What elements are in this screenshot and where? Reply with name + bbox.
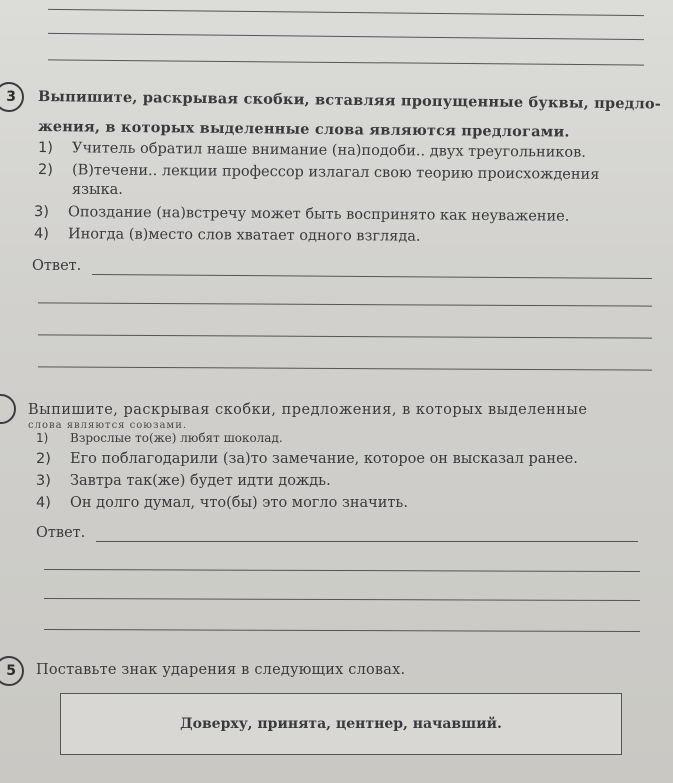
- task-number-badge: [0, 394, 16, 424]
- task13-item-1: 1) Учитель обратил наше внимание (на)подоби.. двух треугольников.: [37, 140, 586, 161]
- task14-item-1: 1) Взрослые то(же) любят шоколад.: [36, 431, 283, 445]
- task15-word-box: [60, 693, 622, 755]
- task14-instruction-cont: слова являются союзами.: [28, 420, 188, 431]
- task13-instruction: Выпишите, раскрывая скобки, вставляя пропущенные буквы, предло-: [37, 88, 662, 113]
- task14-answer-line[interactable]: [44, 629, 640, 632]
- task14-instruction: Выпишите, раскрывая скобки, предложения, в которых выделенные: [28, 402, 588, 418]
- task13-answer-line[interactable]: [38, 334, 652, 338]
- task13-item-4: 4) Иногда (в)место слов хватает одного взгляда.: [33, 226, 421, 245]
- task13-item-3: 3) Опоздание (на)встречу может быть воспринято как неуважение.: [33, 204, 570, 225]
- task-number-badge: [0, 82, 24, 112]
- task14-item-2: 2) Его поблагодарили (за)то замечание, которое он высказал ранее.: [36, 451, 578, 467]
- task13-item-2-cont: языка.: [72, 182, 123, 198]
- task13-answer-line[interactable]: [38, 366, 652, 370]
- task13-answer-line[interactable]: [38, 302, 652, 306]
- task14-answer-line[interactable]: [96, 541, 638, 542]
- task13-instruction-cont: жения, в которых выделенные слова являются предлогами.: [37, 118, 570, 141]
- answer-line: [48, 9, 644, 16]
- task13-answer-line[interactable]: [92, 274, 652, 279]
- task-number: 3: [6, 89, 16, 105]
- task-number: 5: [6, 663, 16, 679]
- answer-line: [48, 33, 644, 40]
- task14-answer-line[interactable]: [44, 598, 640, 601]
- task15-instruction: Поставьте знак ударения в следующих словах.: [36, 662, 406, 678]
- answer-line: [48, 59, 644, 65]
- task13-item-2: 2) (В)течени.. лекции профессор излагал свою теорию происхождения: [37, 162, 600, 183]
- task-number-badge: [0, 656, 24, 686]
- task14-item-4: 4) Он долго думал, что(бы) это могло значить.: [36, 495, 408, 511]
- task14-answer-label: Ответ.: [36, 525, 86, 541]
- task14-answer-line[interactable]: [44, 569, 640, 572]
- task13-answer-label: Ответ.: [32, 258, 82, 274]
- task15-words: Доверху, принята, центнер, начавший.: [180, 716, 502, 732]
- task14-item-3: 3) Завтра так(же) будет идти дождь.: [36, 473, 331, 489]
